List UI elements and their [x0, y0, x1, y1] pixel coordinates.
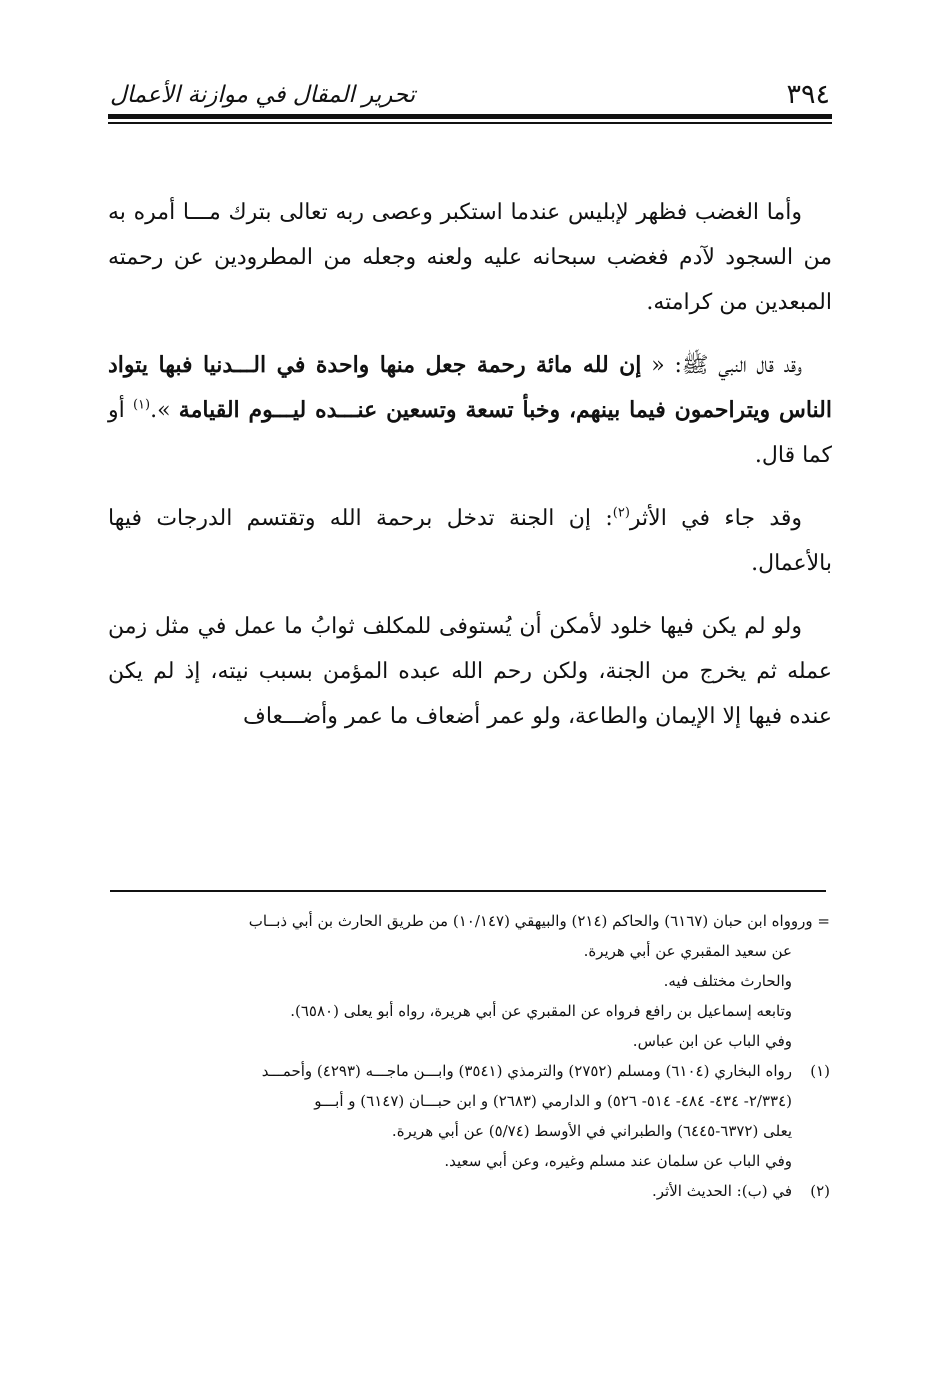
footnote-1-line: (٢/٣٣٤- ٤٣٤- ٤٨٤- ٥١٤- ٥٢٦) و الدارمي (٢٦٨٣) و ابن حبـــان (٦١٤٧) و أبـــو — [314, 1092, 792, 1110]
hadith-text: إن لله مائة رحمة جعل منها واحدة في الـــدنيا فبها يتواد الناس ويتراحمون فيما بينهم، وخبأ تسعة وتسعين عنـــده ليـــوم القيامة — [108, 352, 832, 423]
header-rule-thin — [108, 122, 832, 124]
footnote-1-text: رواه البخاري (٦١٠٤) ومسلم (٢٧٥٢) والترمذي (٣٥٤١) وابـــن ماجـــه (٤٢٩٣) وأحمـــد — [261, 1062, 792, 1080]
paragraph-hadith — [108, 343, 832, 478]
footnote-1-line: وفي الباب عن سلمان عند مسلم وغيره، وعن أبي سعيد. — [444, 1152, 792, 1170]
page-number: ٣٩٤ — [786, 79, 830, 110]
footnote-2-text: في (ب): الحديث الأثر. — [652, 1182, 792, 1200]
footnote-1-number: (١) — [810, 1062, 830, 1080]
paragraph-eternity: ولو لم يكن فيها خلود لأمكن أن يُستوفى للمكلف ثوابُ ما عمل في مثل زمن عمله ثم يخرج من الجنة، ولكن رحم الله عبده المؤمن بسبب نيته، إذ لم يكن عنده فيها إلا الإيمان والطاعة، ولو عمر أضعاف ما عمر وأضـــعاف — [108, 614, 832, 729]
footnote-1-line — [108, 1056, 830, 1086]
main-text — [108, 190, 832, 757]
footnote-continued-line: وتابعه إسماعيل بن رافع فرواه عن المقبري عن أبي هريرة، رواه أبو يعلى (٦٥٨٠). — [290, 1002, 792, 1020]
footnote-continued-line: = وروواه ابن حبان (٦١٦٧) والحاكم (٢١٤) والبيهقي (١٠/١٤٧) من طريق الحارث بن أبي ذبــاب — [248, 912, 830, 930]
footnote-1-line: يعلى (٦٣٧٢-٦٤٤٥) والطبراني في الأوسط (٥/٧٤) عن أبي هريرة. — [391, 1122, 792, 1140]
header-rule-thick — [108, 114, 832, 119]
hadith-intro: وقد قال النبي ﷺ: « — [641, 353, 803, 378]
footnote-2-number: (٢) — [810, 1182, 830, 1200]
footnote-continued-line: والحارث مختلف فيه. — [663, 972, 792, 990]
footnote-2-line — [108, 1176, 830, 1206]
athar-intro: وقد جاء في الأثر — [629, 506, 803, 531]
running-title: تحرير المقال في موازنة الأعمال — [110, 82, 416, 108]
footnote-continued-line: وفي الباب عن ابن عباس. — [632, 1032, 792, 1050]
paragraph-anger: وأما الغضب فظهر لإبليس عندما استكبر وعصى ربه تعالى بترك مـــا أمره به من السجود لآدم فغضب سبحانه عليه ولعنه وجعله من المطرودين عن رحمته المبعدين من كرامته. — [108, 200, 832, 315]
page-header — [110, 70, 830, 110]
footnote-ref-2[interactable]: (٢) — [612, 505, 630, 521]
footnote-continued-line: عن سعيد المقبري عن أبي هريرة. — [583, 942, 792, 960]
paragraph-athar — [108, 496, 832, 586]
athar-tail: : إن الجنة تدخل برحمة الله وتقتسم الدرجات فيها بالأعمال. — [108, 506, 832, 576]
footnotes — [108, 906, 830, 1206]
hadith-tail: أو كما قال. — [108, 398, 832, 468]
footnote-ref-1[interactable]: (١) — [132, 397, 151, 413]
footnote-separator — [110, 890, 826, 892]
hadith-close: ». — [150, 398, 179, 423]
